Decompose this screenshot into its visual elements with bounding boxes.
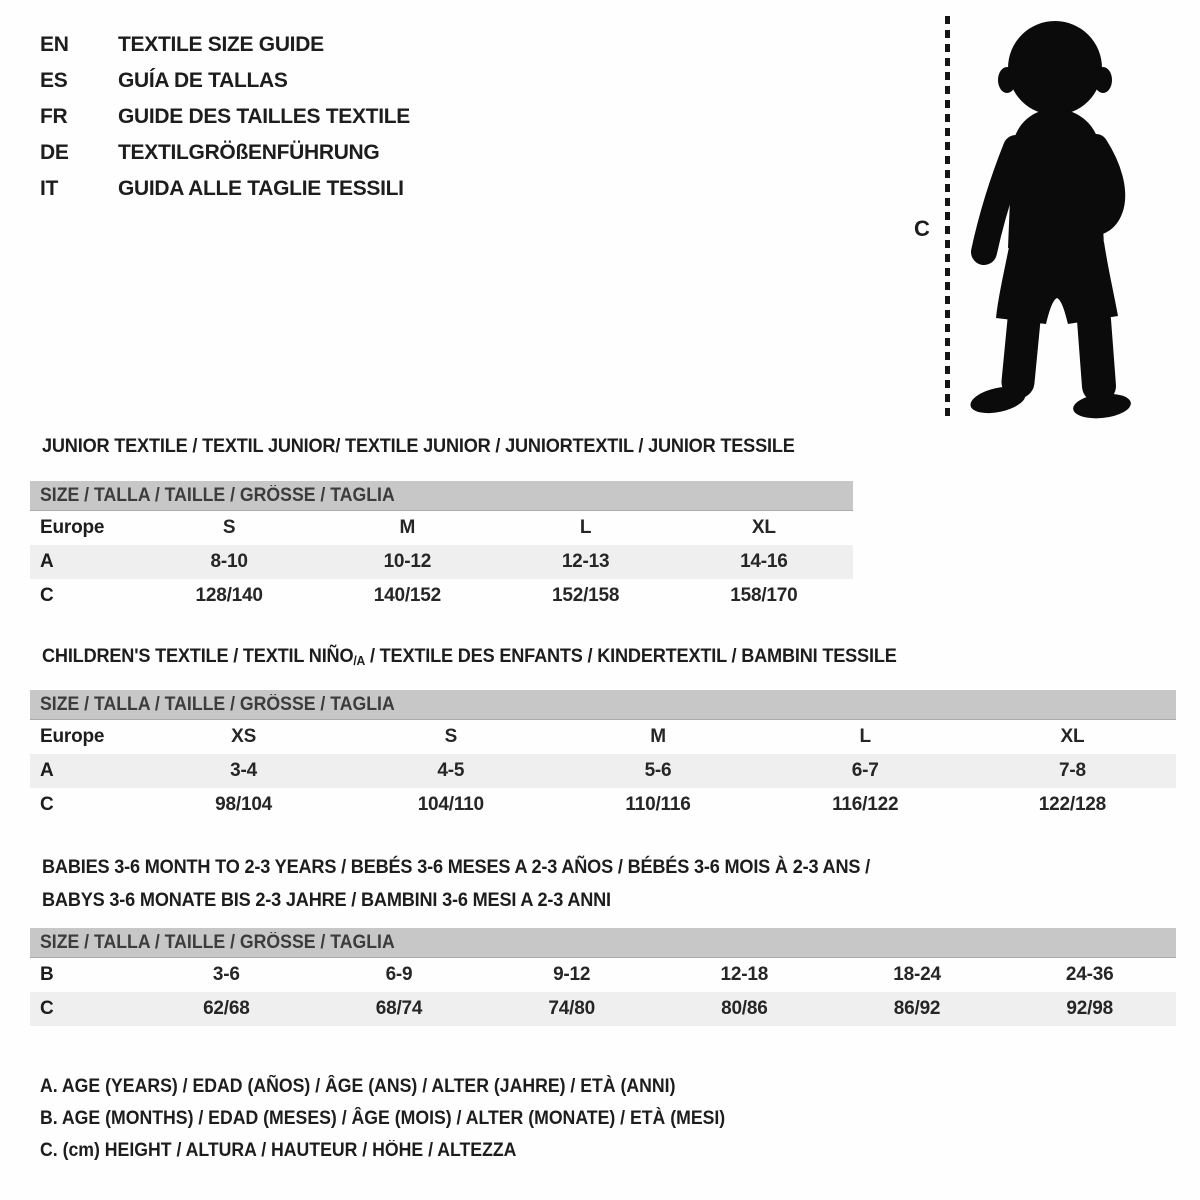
lang-code: DE <box>40 141 69 164</box>
table-cell: 68/74 <box>375 998 423 1019</box>
table-cell: 92/98 <box>1066 998 1113 1019</box>
lang-row-fr <box>40 99 410 135</box>
table-cell: 4-5 <box>437 760 465 781</box>
lang-row-es <box>40 63 410 99</box>
row-label: B <box>40 964 54 985</box>
lang-title: TEXTILE SIZE GUIDE <box>118 33 324 56</box>
table-cell: 110/116 <box>625 794 691 815</box>
legend-line-c: C. (cm) HEIGHT / ALTURA / HAUTEUR / HÖHE / ALTEZZA <box>40 1140 517 1161</box>
height-measure-line <box>945 16 950 416</box>
babies-section-title-line2: BABYS 3-6 MONATE BIS 2-3 JAHRE / BAMBINI 3-6 MESI A 2-3 ANNI <box>42 889 611 911</box>
children-size-table <box>30 690 1176 822</box>
measure-legend <box>40 1071 777 1167</box>
table-cell: 9-12 <box>553 964 591 985</box>
table-cell: 128/140 <box>195 585 263 606</box>
legend-line-a: A. AGE (YEARS) / EDAD (AÑOS) / ÂGE (ANS) / ALTER (JAHRE) / ETÀ (ANNI) <box>40 1076 676 1097</box>
table-cell: 24-36 <box>1065 964 1114 985</box>
table-cell: 7-8 <box>1058 760 1086 781</box>
size-column-header: XL <box>1060 726 1085 747</box>
size-column-header: L <box>579 517 592 538</box>
size-header-bar: SIZE / TALLA / TAILLE / GRÖSSE / TAGLIA <box>30 690 1176 720</box>
table-cell: 80/86 <box>721 998 768 1019</box>
region-label: Europe <box>40 726 105 747</box>
table-cell: 3-6 <box>212 964 240 985</box>
table-cell: 12-13 <box>561 551 610 572</box>
table-cell: 5-6 <box>644 760 672 781</box>
height-measure-label: C <box>914 216 930 241</box>
table-cell: 62/68 <box>203 998 250 1019</box>
lang-code: ES <box>40 69 68 92</box>
table-row-months <box>30 958 1176 992</box>
lang-code: IT <box>40 177 59 200</box>
table-cell: 122/128 <box>1038 794 1107 815</box>
size-header-bar: SIZE / TALLA / TAILLE / GRÖSSE / TAGLIA <box>30 481 853 511</box>
lang-row-it <box>40 171 410 207</box>
lang-row-en <box>40 27 410 63</box>
junior-section-title: JUNIOR TEXTILE / TEXTIL JUNIOR/ TEXTILE JUNIOR / JUNIORTEXTIL / JUNIOR TESSILE <box>42 435 795 457</box>
lang-row-de <box>40 135 410 171</box>
table-row-age <box>30 754 1176 788</box>
size-column-header: S <box>222 517 236 538</box>
row-label: A <box>40 551 54 572</box>
size-column-header: L <box>859 726 871 747</box>
babies-size-table <box>30 928 1176 1026</box>
babies-section-title-line1: BABIES 3-6 MONTH TO 2-3 YEARS / BEBÉS 3-6 MESES A 2-3 AÑOS / BÉBÉS 3-6 MOIS À 2-3 ANS / <box>42 856 870 878</box>
table-row-height <box>30 992 1176 1026</box>
toddler-silhouette-icon <box>952 10 1162 420</box>
row-label: C <box>40 794 54 815</box>
table-row-height <box>30 579 853 613</box>
size-column-header: M <box>399 517 416 538</box>
row-label: A <box>40 760 54 781</box>
children-section-title: CHILDREN'S TEXTILE / TEXTIL NIÑO/A / TEXTILE DES ENFANTS / KINDERTEXTIL / BAMBINI TESSILE <box>42 645 897 668</box>
table-cell: 116/122 <box>832 794 899 815</box>
lang-title: GUIDE DES TAILLES TEXTILE <box>118 105 410 128</box>
size-column-header: M <box>650 726 666 747</box>
table-cell: 98/104 <box>215 794 273 815</box>
lang-code: FR <box>40 105 68 128</box>
title-subscript: /A <box>353 653 366 668</box>
junior-size-table <box>30 481 853 613</box>
size-header-bar: SIZE / TALLA / TAILLE / GRÖSSE / TAGLIA <box>30 928 1176 958</box>
table-cell: 74/80 <box>548 998 595 1019</box>
size-column-header: XL <box>751 517 776 538</box>
table-cell: 86/92 <box>893 998 941 1019</box>
row-label: C <box>40 998 54 1019</box>
table-cell: 18-24 <box>893 964 941 985</box>
lang-title: GUÍA DE TALLAS <box>118 69 288 92</box>
lang-title: TEXTILGRÖßENFÜHRUNG <box>118 141 380 164</box>
language-title-block <box>40 27 410 207</box>
table-row-age <box>30 545 853 579</box>
table-cell: 6-9 <box>385 964 413 985</box>
region-label: Europe <box>40 517 105 538</box>
size-column-header: XS <box>231 726 257 747</box>
columns-row <box>30 511 853 545</box>
table-row-height <box>30 788 1176 822</box>
table-cell: 6-7 <box>851 760 879 781</box>
table-cell: 158/170 <box>730 585 798 606</box>
size-column-header: S <box>444 726 458 747</box>
table-cell: 8-10 <box>210 551 248 572</box>
table-cell: 14-16 <box>740 551 788 572</box>
table-cell: 3-4 <box>230 760 258 781</box>
table-cell: 12-18 <box>720 964 769 985</box>
lang-code: EN <box>40 33 69 56</box>
row-label: C <box>40 585 54 606</box>
table-cell: 104/110 <box>417 794 484 815</box>
lang-title: GUIDA ALLE TAGLIE TESSILI <box>118 177 404 200</box>
table-cell: 152/158 <box>551 585 620 606</box>
table-cell: 140/152 <box>373 585 442 606</box>
legend-line-b: B. AGE (MONTHS) / EDAD (MESES) / ÂGE (MOIS) / ALTER (MONATE) / ETÀ (MESI) <box>40 1108 726 1129</box>
columns-row <box>30 720 1176 754</box>
table-cell: 10-12 <box>383 551 432 572</box>
